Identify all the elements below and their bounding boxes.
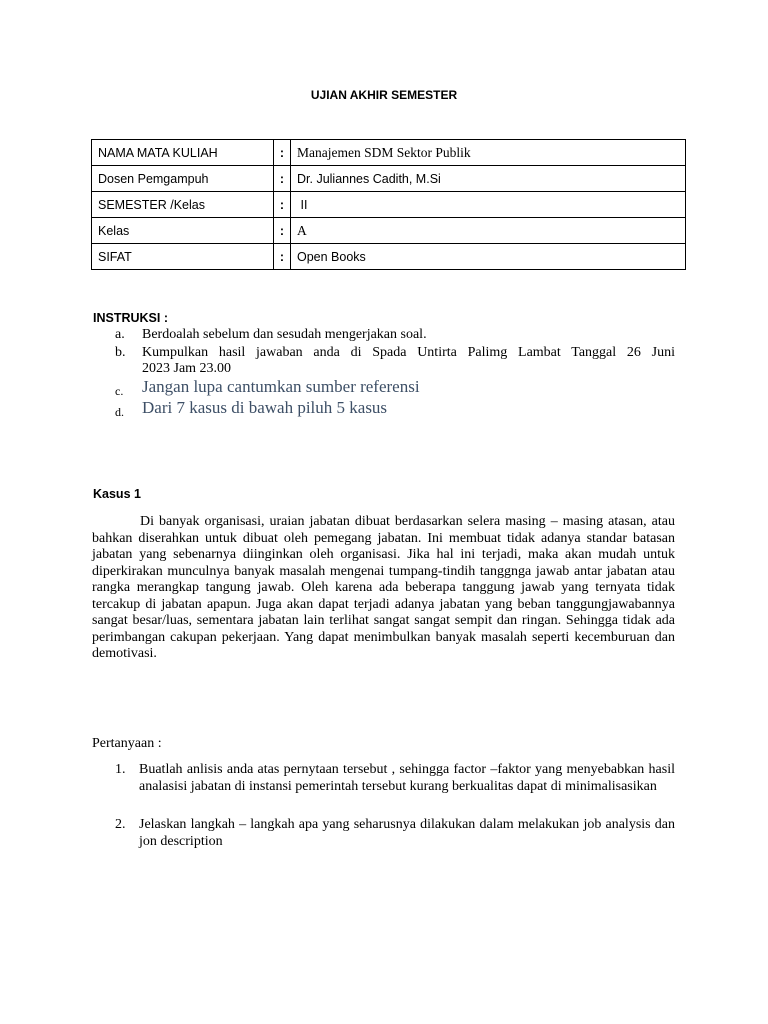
semester-value: II <box>291 192 686 218</box>
row-label: NAMA MATA KULIAH <box>92 140 274 166</box>
table-row <box>92 192 686 218</box>
instruction-text-continued: 2023 Jam 23.00 <box>142 361 232 376</box>
row-label: Dosen Pemgampuh <box>92 166 274 192</box>
course-info-table <box>91 139 686 270</box>
instruction-item <box>115 327 675 343</box>
row-colon: : <box>274 140 291 166</box>
row-colon: : <box>274 192 291 218</box>
row-label: Kelas <box>92 218 274 244</box>
question-text: Buatlah anlisis anda atas pernytaan tersebut , sehingga factor –faktor yang menyebabkan hasil analasisi jabatan di instansi pemerintah tersebut kurang berkualitas dapat di minimalisasikan <box>139 762 675 794</box>
instruction-item <box>115 345 675 377</box>
row-colon: : <box>274 166 291 192</box>
question-item <box>115 817 675 851</box>
instruction-text: Dari 7 kasus di bawah piluh 5 kasus <box>142 398 388 417</box>
row-label: SIFAT <box>92 244 274 270</box>
instruction-item <box>115 398 675 418</box>
instruction-text: Kumpulkan hasil jawaban anda di Spada Untirta Palimg Lambat Tanggal 26 Juni <box>142 345 675 360</box>
question-text: Jelaskan langkah – langkah apa yang seharusnya dilakukan dalam melakukan job analysis dan jon description <box>139 817 675 849</box>
table-row <box>92 140 686 166</box>
nature-value: Open Books <box>291 244 686 270</box>
question-item <box>115 762 675 812</box>
lecturer-value: Dr. Juliannes Cadith, M.Si <box>291 166 686 192</box>
table-row <box>92 218 686 244</box>
instruction-text: Jangan lupa cantumkan sumber referensi <box>142 377 420 396</box>
case-paragraph: Di banyak organisasi, uraian jabatan dibuat berdasarkan selera masing – masing atasan, atau bahkan diserahkan untuk dibuat oleh pemegang jabatan. Ini membuat tidak adanya standar batasan jabatan yang sebenarnya diinginkan oleh organisasi. Jika hal ini terjadi, maka akan mudah untuk diperkirakan munculnya banyak masalah mengenai tumpang-tindih tanggnga jawab antar jabatan atau rangka merangkap tangung jawab. Oleh karena ada beberapa tanggung jawab yang ternyata tidak tercakup di jabatan apapun. Juga akan dapat terjadi adanya jabatan yang beban tanggungjawabannya sangat besar/luas, sementara jabatan lain terlihat sangat sangat sempit dan ringan. Sehingga tidak ada perimbangan cakupan pekerjaan. Yang dapat menimbulkan banyak masalah seperti kecemburuan dan demotivasi. <box>92 514 675 661</box>
question-number: 2. <box>115 817 126 832</box>
row-colon: : <box>274 244 291 270</box>
course-name-value: Manajemen SDM Sektor Publik <box>291 140 686 166</box>
list-marker: b. <box>115 345 126 360</box>
row-label: SEMESTER /Kelas <box>92 192 274 218</box>
table-row <box>92 244 686 270</box>
instruction-item <box>115 377 675 397</box>
instruction-text: Berdoalah sebelum dan sesudah mengerjakan soal. <box>142 327 427 342</box>
questions-heading: Pertanyaan : <box>92 736 162 751</box>
table-row <box>92 166 686 192</box>
question-number: 1. <box>115 762 126 777</box>
row-colon: : <box>274 218 291 244</box>
class-value: A <box>291 218 686 244</box>
instructions-heading: INSTRUKSI : <box>93 311 168 325</box>
document-title: UJIAN AKHIR SEMESTER <box>310 88 458 102</box>
list-marker: c. <box>115 384 124 398</box>
list-marker: a. <box>115 327 125 342</box>
case-heading: Kasus 1 <box>93 487 141 501</box>
list-marker: d. <box>115 405 124 419</box>
